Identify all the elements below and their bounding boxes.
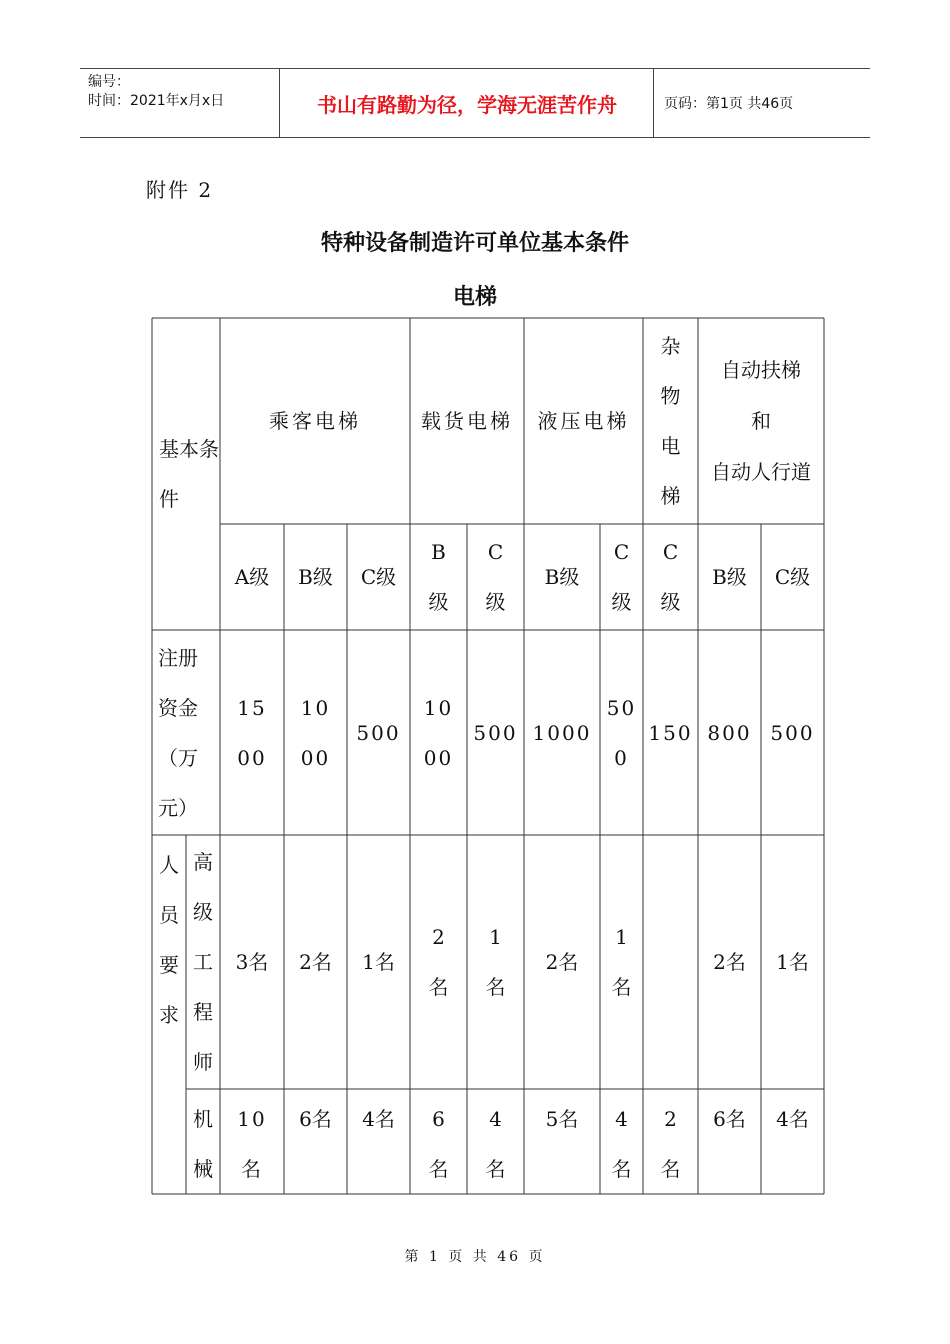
mech-cell: 5名 <box>545 1107 579 1131</box>
mech-cell: 4名 <box>362 1107 395 1131</box>
mech-cell <box>643 1094 698 1194</box>
grade-cell: B级 <box>298 565 333 589</box>
capital-cell <box>220 630 284 835</box>
capital-value: 1000 <box>423 695 454 770</box>
group-misc-label: 杂物电梯 <box>660 334 681 508</box>
group-escalator-line3: 自动人行道 <box>711 459 811 484</box>
attachment-label: 附件 2 <box>146 178 214 202</box>
capital-cell: 500 <box>356 720 401 745</box>
mech-value: 2名 <box>660 1107 681 1181</box>
mech-cell <box>410 1094 467 1194</box>
header-page-info: 页码：第1页 共46页 <box>664 96 794 112</box>
mech-cell <box>467 1094 524 1194</box>
senior-label-cell <box>186 835 220 1089</box>
document-title: 特种设备制造许可单位基本条件 <box>320 231 629 256</box>
mech-cell <box>220 1094 284 1194</box>
grade-cell: C级 <box>774 565 811 589</box>
senior-cell: 2名 <box>713 950 746 974</box>
grade-text: C级 <box>485 540 506 614</box>
capital-value: 1000 <box>300 695 331 770</box>
mech-value: 4名 <box>485 1107 506 1181</box>
corner-cell <box>152 318 220 630</box>
mech-cell: 6名 <box>713 1107 746 1131</box>
senior-value: 1名 <box>485 925 506 999</box>
mech-value: 6名 <box>428 1107 449 1181</box>
capital-cell: 500 <box>770 720 815 745</box>
senior-cell <box>643 835 698 1089</box>
senior-cell: 1名 <box>362 950 395 974</box>
senior-value: 1名 <box>611 925 632 999</box>
capital-value: 500 <box>606 695 637 770</box>
mech-value: 10名 <box>237 1107 267 1181</box>
senior-cell: 2名 <box>299 950 332 974</box>
group-passenger: 乘客电梯 <box>269 409 361 433</box>
mech-label: 机械 <box>193 1107 213 1181</box>
mech-value: 4名 <box>611 1107 632 1181</box>
capital-label: 注册资金（万元） <box>158 645 198 820</box>
capital-value: 1500 <box>237 695 267 770</box>
capital-cell: 800 <box>707 720 752 745</box>
senior-cell: 1名 <box>776 950 809 974</box>
grade-cell: A级 <box>234 565 270 589</box>
grade-cell: B级 <box>712 565 747 589</box>
group-hydraulic: 液压电梯 <box>537 409 630 433</box>
personnel-label: 人员要求 <box>159 853 179 1027</box>
corner-label: 基本条件 <box>159 437 219 511</box>
group-escalator <box>698 318 824 524</box>
senior-cell <box>600 835 643 1089</box>
document-time: 时间：2021年x月x日 <box>88 93 225 109</box>
grade-text: C级 <box>611 540 632 614</box>
capital-label-cell <box>152 630 220 835</box>
grade-cell <box>643 524 698 630</box>
capital-cell <box>410 630 467 835</box>
grade-text: C级 <box>660 540 681 614</box>
mech-cell: 4名 <box>776 1107 809 1131</box>
group-escalator-line2: 和 <box>751 408 771 433</box>
senior-value: 2名 <box>428 925 449 999</box>
capital-cell <box>600 630 643 835</box>
header-motto: 书山有路勤为径，学海无涯苦作舟 <box>281 69 654 137</box>
group-escalator-line1: 自动扶梯 <box>721 357 801 382</box>
capital-cell: 500 <box>473 720 518 745</box>
document-subtitle: 电梯 <box>452 285 497 310</box>
senior-cell <box>467 835 524 1089</box>
personnel-label-cell <box>152 840 186 1040</box>
page-footer: 第 1 页 共 46 页 <box>404 1249 546 1265</box>
grade-text: B级 <box>428 540 449 614</box>
grade-cell <box>467 524 524 630</box>
grade-cell: C级 <box>360 565 397 589</box>
senior-cell <box>410 835 467 1089</box>
mech-label-cell <box>186 1094 220 1194</box>
mech-cell <box>600 1094 643 1194</box>
senior-cell: 3名 <box>235 950 269 974</box>
capital-cell: 1000 <box>532 720 592 745</box>
group-misc <box>643 318 698 524</box>
capital-cell <box>284 630 347 835</box>
senior-cell: 2名 <box>545 950 579 974</box>
mech-cell: 6名 <box>299 1107 332 1131</box>
grade-cell <box>410 524 467 630</box>
grade-cell: B级 <box>544 565 580 589</box>
capital-cell: 150 <box>648 720 693 745</box>
senior-label: 高级工程师 <box>193 850 213 1074</box>
group-freight: 载货电梯 <box>421 409 513 433</box>
grade-cell <box>600 524 643 630</box>
document-number: 编号： <box>88 74 130 90</box>
